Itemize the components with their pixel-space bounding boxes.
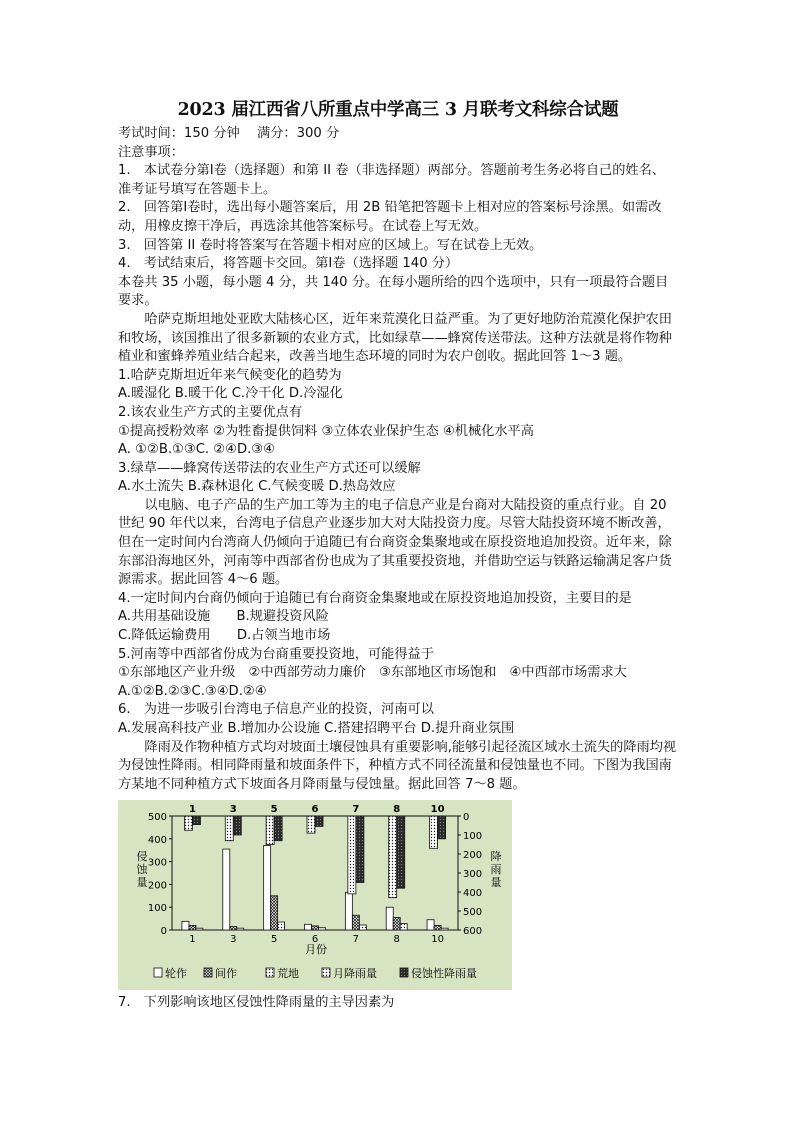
erosion-rainfall-chart bbox=[118, 800, 512, 990]
right-tick-label: 100 bbox=[463, 831, 483, 842]
right-tick-label: 500 bbox=[463, 907, 483, 918]
erosion-bar-荒地 bbox=[359, 925, 366, 930]
right-axis bbox=[458, 812, 482, 937]
erosion-bar-间作 bbox=[312, 926, 319, 930]
page-title: 2023 届江西省八所重点中学高三 3 月联考文科综合试题 bbox=[177, 100, 619, 120]
note-3: 3. 回答第 II 卷时将答案写在答题卡相对应的区域上。写在试卷上无效。 bbox=[118, 237, 543, 253]
question-1-options: A.暖湿化 B.暖干化 C.冷干化 D.冷湿化 bbox=[118, 386, 343, 402]
rain-bar-侵蚀性降雨量 bbox=[233, 816, 241, 835]
question-5-options: A.①②B.②③C.③④D.②④ bbox=[118, 683, 267, 699]
erosion-bar-荒地 bbox=[237, 928, 244, 930]
erosion-bar-间作 bbox=[434, 925, 441, 930]
question-1: 1.哈萨克斯坦近年来气候变化的趋势为 bbox=[118, 367, 342, 383]
top-tick-label: 10 bbox=[430, 804, 445, 815]
x-tick-label: 3 bbox=[230, 934, 237, 945]
erosion-bar-荒地 bbox=[319, 928, 326, 930]
erosion-bar-轮作 bbox=[386, 907, 393, 930]
top-tick-label: 7 bbox=[352, 804, 360, 815]
erosion-bar-荒地 bbox=[278, 922, 285, 930]
x-tick-label: 7 bbox=[352, 934, 360, 945]
question-7: 7. 下列影响该地区侵蚀性降雨量的主导因素为 bbox=[118, 995, 395, 1010]
y-axis-label-left-char: 量 bbox=[136, 876, 148, 889]
question-2-items: ①提高授粉效率 ②为牲畜提供饲料 ③立体农业保护生态 ④机械化水平高 bbox=[118, 423, 534, 439]
question-2-options: A. ①②B.①③C. ②④D.③④ bbox=[118, 442, 275, 458]
erosion-bar-荒地 bbox=[441, 928, 448, 930]
rain-bar-月降雨量 bbox=[348, 816, 356, 894]
left-tick-label: 100 bbox=[147, 903, 167, 915]
rain-bar-月降雨量 bbox=[307, 816, 315, 833]
top-tick-label: 8 bbox=[393, 804, 401, 815]
erosion-bar-间作 bbox=[189, 925, 196, 930]
question-5: 5.河南等中西部省份成为台商重要投资地，可能得益于 bbox=[118, 646, 434, 662]
exam-info: 考试时间：150 分钟 满分：300 分 bbox=[118, 126, 340, 141]
rain-bar-月降雨量 bbox=[266, 816, 274, 845]
rain-bar-侵蚀性降雨量 bbox=[356, 816, 364, 883]
exam-page bbox=[118, 96, 678, 794]
erosion-bar-轮作 bbox=[305, 924, 312, 930]
notes-heading: 注意事项： bbox=[118, 144, 184, 160]
section-intro: 本卷共 35 小题，每小题 4 分，共 140 分。在每小题所给的四个选项中，只有一项最符合题目要求。 bbox=[118, 274, 669, 309]
y-axis-label-left-char: 蚀 bbox=[136, 863, 148, 876]
top-tick-label: 3 bbox=[229, 804, 237, 815]
y-axis-label-right bbox=[491, 849, 502, 889]
question-3: 3.绿草——蜂窝传送带法的农业生产方式还可以缓解 bbox=[118, 460, 421, 476]
note-2: 2. 回答第Ⅰ卷时，选出每小题答案后，用 2B 铅笔把答题卡上相对应的答案标号涂黑。如需改动，用橡皮擦干净后，再选涂其他答案标号。在试卷上写无效。 bbox=[118, 200, 662, 234]
rain-bar-侵蚀性降雨量 bbox=[438, 816, 446, 839]
right-tick-label: 400 bbox=[463, 888, 483, 899]
x-tick-label: 8 bbox=[393, 934, 400, 945]
left-axis bbox=[148, 812, 172, 937]
right-tick-label: 300 bbox=[463, 869, 483, 880]
legend-swatch bbox=[322, 968, 330, 977]
right-tick-label: 200 bbox=[463, 850, 483, 861]
y-axis-label-right-char: 雨 bbox=[490, 863, 502, 876]
erosion-bar-荒地 bbox=[400, 924, 407, 930]
left-tick-label: 300 bbox=[147, 857, 167, 869]
chart-bars bbox=[182, 816, 448, 930]
chart-svg bbox=[118, 800, 512, 990]
rain-bar-月降雨量 bbox=[184, 816, 192, 830]
question-4: 4.一定时间内台商仍倾向于追随已有台商资金集聚地或在原投资地追加投资，主要目的是 bbox=[118, 590, 632, 606]
left-tick-label: 0 bbox=[160, 926, 167, 937]
left-tick-label: 200 bbox=[147, 880, 167, 892]
right-tick-label: 600 bbox=[463, 926, 483, 937]
chart-legend bbox=[154, 966, 477, 980]
erosion-bar-间作 bbox=[393, 917, 400, 930]
legend-label: 荒地 bbox=[277, 967, 299, 980]
erosion-bar-间作 bbox=[271, 896, 278, 930]
right-tick-label: 0 bbox=[463, 812, 470, 823]
erosion-bar-轮作 bbox=[264, 846, 271, 930]
legend-label: 轮作 bbox=[165, 967, 187, 980]
rain-bar-月降雨量 bbox=[430, 816, 438, 848]
passage-3: 降雨及作物种植方式均对坡面土壤侵蚀具有重要影响,能够引起径流区域水土流失的降雨均视为侵蚀性降雨。相同降雨量和坡面条件下，种植方式不同径流量和侵蚀量也不同。下图为我国南方某地不同种植方式下坡面各月降雨量与侵蚀量。据此回答 7～8 题。 bbox=[118, 739, 677, 792]
x-tick-label: 5 bbox=[270, 934, 278, 945]
erosion-bar-轮作 bbox=[182, 921, 189, 930]
rain-bar-月降雨量 bbox=[225, 816, 233, 841]
x-tick-label: 1 bbox=[189, 934, 196, 945]
top-tick-label: 6 bbox=[311, 804, 319, 815]
erosion-bar-间作 bbox=[352, 915, 359, 930]
y-axis-label-right-char: 降 bbox=[490, 850, 502, 863]
legend-swatch bbox=[154, 968, 162, 977]
x-tick-label: 10 bbox=[431, 934, 444, 945]
legend-label: 侵蚀性降雨量 bbox=[411, 967, 477, 980]
erosion-bar-荒地 bbox=[196, 928, 203, 930]
top-tick-label: 1 bbox=[188, 804, 196, 815]
legend-label: 间作 bbox=[215, 967, 237, 980]
rain-bar-侵蚀性降雨量 bbox=[315, 816, 323, 826]
left-tick-label: 500 bbox=[147, 812, 167, 823]
top-month-labels bbox=[189, 804, 445, 815]
rain-bar-月降雨量 bbox=[389, 816, 397, 898]
passage-1: 哈萨克斯坦地处亚欧大陆核心区，近年来荒漠化日益严重。为了更好地防治荒漠化保护农田和牧场，该国推出了很多新颖的农业方式，比如绿草——蜂窝传送带法。这种方法就是将作物种植业和蜜蜂养殖业结合起来，改善当地生态环境的同时为农户创收。据此回答 1～3 题。 bbox=[118, 311, 672, 365]
legend-label: 月降雨量 bbox=[333, 967, 377, 980]
legend-swatch bbox=[266, 968, 274, 977]
question-6: 6. 为进一步吸引台湾电子信息产业的投资，河南可以 bbox=[118, 702, 434, 718]
question-3-options: A.水土流失 B.森林退化 C.气候变暖 D.热岛效应 bbox=[118, 479, 396, 495]
note-4: 4. 考试结束后，将答题卡交回。第Ⅰ卷（选择题 140 分） bbox=[118, 256, 459, 272]
question-6-options: A.发展高科技产业 B.增加办公设施 C.搭建招聘平台 D.提升商业氛围 bbox=[118, 721, 515, 736]
passage-2: 以电脑、电子产品的生产加工等为主的电子信息产业是台商对大陆投资的重点行业。自 20 世纪 90 年代以来，台湾电子信息产业逐步加大对大陆投资力度。尽管大陆投资环境不断改善，但在一定时间内台湾商人仍倾向于追随已有台商资金集聚地或在原投资地追加投资。近年来，除东部沿海地区外，河南等中西部省份也成为了其重要投资地，并借助空运与铁路运输满足客户货源需求。据此回答 4～6 题。 bbox=[118, 497, 672, 588]
legend-swatch bbox=[400, 968, 408, 977]
question-4-options-cd: C.降低运输费用 D.占领当地市场 bbox=[118, 628, 331, 644]
y-axis-label-right-char: 量 bbox=[490, 876, 502, 889]
legend-swatch bbox=[204, 968, 212, 977]
rain-bar-侵蚀性降雨量 bbox=[192, 816, 200, 825]
erosion-bar-间作 bbox=[230, 927, 237, 930]
left-tick-label: 400 bbox=[147, 834, 167, 846]
question-4-options-ab: A.共用基础设施 B.规避投资风险 bbox=[118, 609, 329, 625]
erosion-bar-轮作 bbox=[427, 920, 434, 930]
y-axis-label-left bbox=[137, 850, 149, 889]
erosion-bar-轮作 bbox=[345, 892, 352, 930]
top-tick-label: 5 bbox=[270, 804, 278, 815]
note-1: 1. 本试卷分第Ⅰ卷（选择题）和第 II 卷（非选择题）两部分。答题前考生务必将自己的姓名、准考证号填写在答题卡上。 bbox=[118, 163, 665, 197]
y-axis-label-left-char: 侵 bbox=[136, 850, 148, 863]
rain-bar-侵蚀性降雨量 bbox=[397, 816, 405, 888]
x-axis-label: 月份 bbox=[305, 943, 327, 956]
question-2: 2.该农业生产方式的主要优点有 bbox=[118, 404, 303, 420]
x-tick-label: 6 bbox=[311, 934, 319, 945]
rain-bar-侵蚀性降雨量 bbox=[274, 816, 282, 841]
question-5-items: ①东部地区产业升级 ②中西部劳动力廉价 ③东部地区市场饱和 ④中西部市场需求大 bbox=[118, 665, 627, 681]
erosion-bar-轮作 bbox=[223, 849, 230, 930]
